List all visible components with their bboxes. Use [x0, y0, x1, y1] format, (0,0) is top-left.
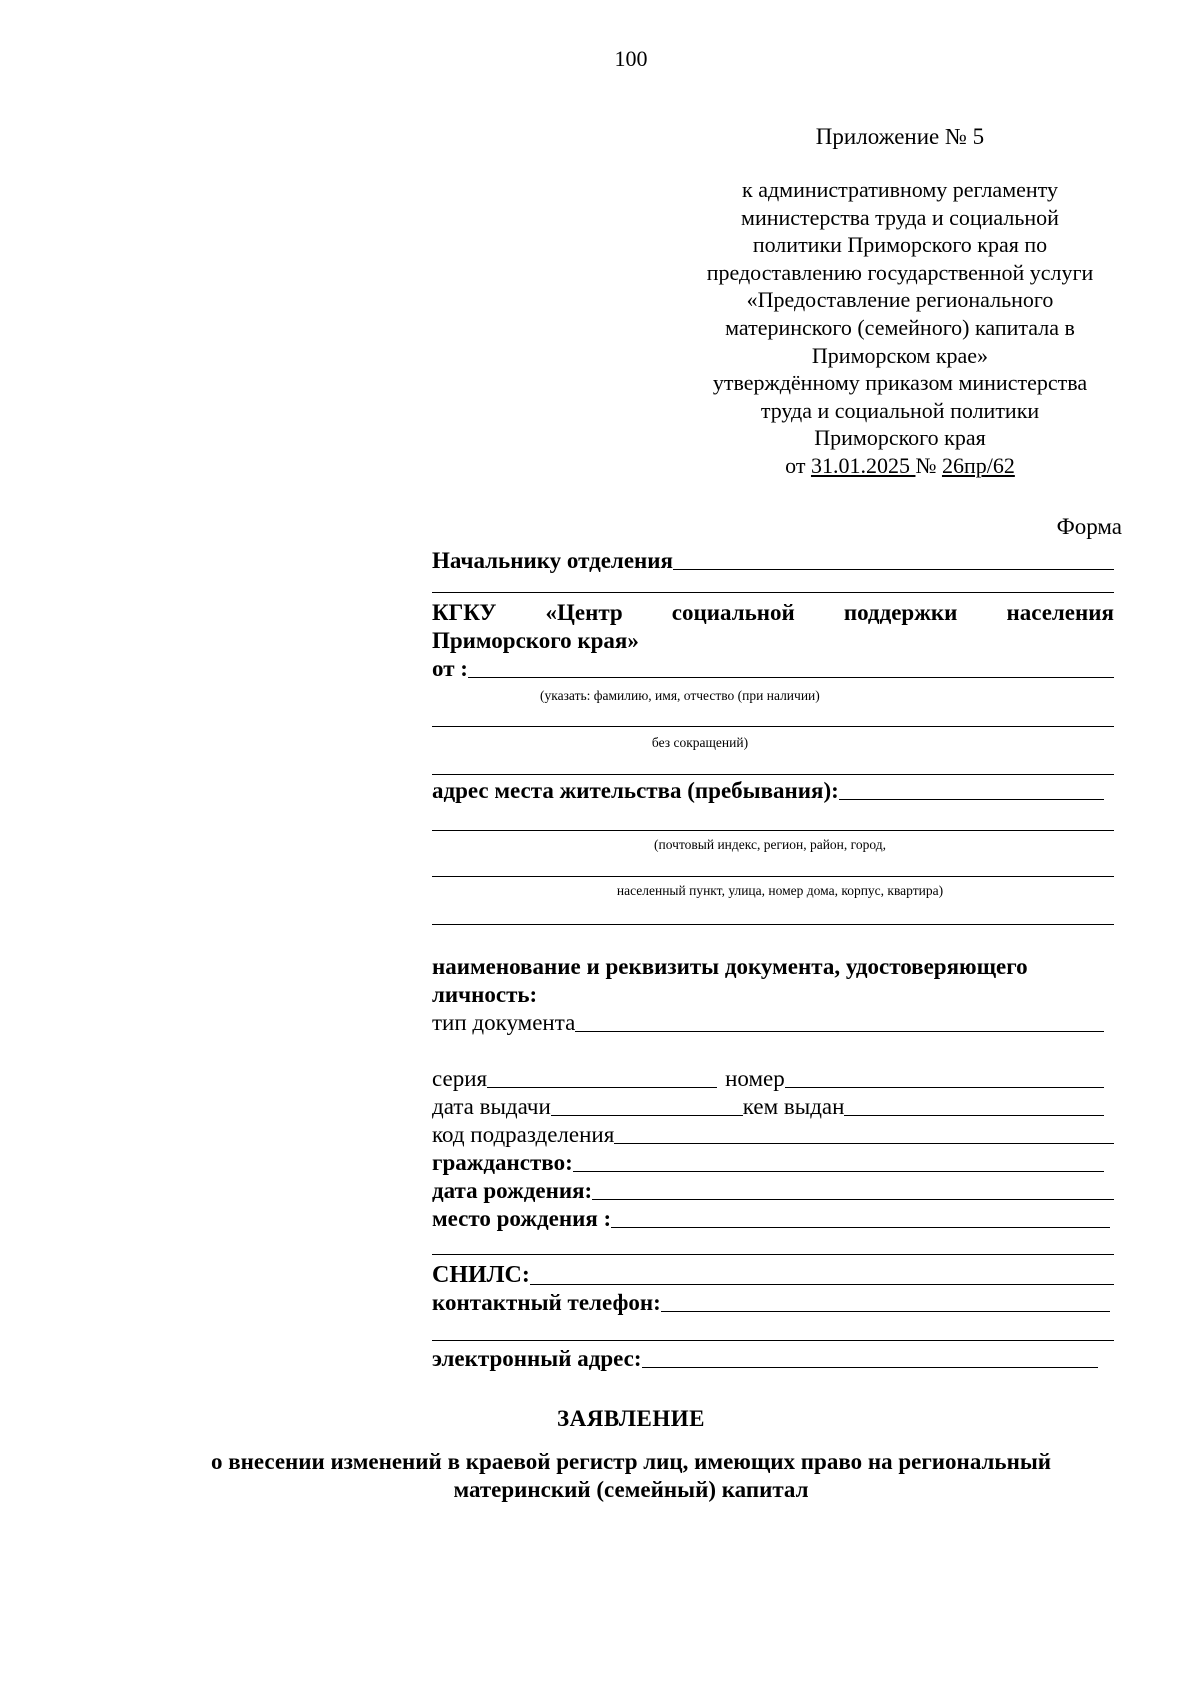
id-doc-label-line2: личность:	[432, 982, 538, 1007]
appendix-text	[660, 176, 1140, 480]
appendix-line: труда и социальной политики	[760, 397, 1040, 423]
from-blank-line[interactable]	[432, 726, 1114, 727]
from-input-line[interactable]	[468, 676, 1114, 678]
phone-blank-line[interactable]	[432, 1340, 1114, 1341]
appendix-order-line	[660, 452, 1140, 480]
statement-title: ЗАЯВЛЕНИЕ	[557, 1406, 705, 1431]
organization-line-2: Приморского края»	[432, 628, 639, 653]
head-of-department-input-line[interactable]	[673, 568, 1114, 570]
issue-date-field[interactable]	[432, 1094, 1104, 1120]
birth-date-field[interactable]	[432, 1178, 1114, 1204]
birth-place-input-line[interactable]	[611, 1226, 1110, 1228]
org-word: поддержки	[843, 600, 958, 625]
phone-field[interactable]	[432, 1290, 1110, 1316]
order-number-prefix: №	[915, 452, 942, 478]
citizenship-input-line[interactable]	[573, 1170, 1104, 1172]
appendix-line: «Предоставление регионального	[746, 287, 1054, 313]
id-doc-label-line1: наименование и реквизиты документа, удостоверяющего	[432, 954, 1028, 979]
order-date-prefix: от	[785, 452, 811, 478]
series-number-field[interactable]	[432, 1066, 1104, 1092]
org-word: «Центр	[545, 600, 623, 625]
address-note-2: населенный пункт, улица, номер дома, корпус, квартира)	[616, 883, 944, 898]
head-of-department-label: Начальнику отделения	[432, 548, 673, 573]
division-code-label: код подразделения	[432, 1122, 615, 1147]
appendix-line: Приморском крае»	[811, 342, 989, 368]
organization-line-1	[432, 600, 1114, 626]
snils-field[interactable]	[432, 1262, 1114, 1289]
snils-input-line[interactable]	[530, 1283, 1114, 1285]
birth-place-label: место рождения :	[432, 1206, 612, 1231]
snils-label: СНИЛС:	[432, 1262, 530, 1288]
from-blank-line-2[interactable]	[432, 774, 1114, 775]
from-label: от :	[432, 656, 468, 681]
org-word: КГКУ	[432, 600, 497, 625]
citizenship-field[interactable]	[432, 1150, 1104, 1176]
citizenship-label: гражданство:	[432, 1150, 573, 1175]
email-field[interactable]	[432, 1346, 1098, 1372]
phone-label: контактный телефон:	[432, 1290, 661, 1315]
statement-subtitle-line2: материнский (семейный) капитал	[453, 1477, 809, 1502]
appendix-line: к административному регламенту	[742, 177, 1058, 202]
form-label: Форма	[1056, 514, 1122, 539]
statement-subtitle-line1: о внесении изменений в краевой регистр лиц, имеющих право на региональный	[210, 1449, 1052, 1474]
division-code-input-line[interactable]	[614, 1142, 1114, 1144]
issue-date-label: дата выдачи	[432, 1094, 551, 1119]
org-word: социальной	[671, 600, 795, 625]
appendix-title: Приложение № 5	[815, 124, 985, 149]
from-field[interactable]	[432, 656, 1114, 682]
appendix-line: Приморского края	[814, 425, 986, 451]
issued-by-label: кем выдан	[742, 1094, 845, 1119]
appendix-line: материнского (семейного) капитала в	[725, 314, 1075, 340]
address-blank-line-2[interactable]	[432, 876, 1114, 877]
email-label: электронный адрес:	[432, 1346, 642, 1371]
series-label: серия	[432, 1066, 488, 1091]
address-label: адрес места жительства (пребывания):	[432, 778, 839, 803]
number-input-line[interactable]	[785, 1086, 1104, 1088]
doc-type-field[interactable]	[432, 1010, 1104, 1036]
phone-input-line[interactable]	[661, 1310, 1110, 1312]
doc-type-input-line[interactable]	[575, 1030, 1104, 1032]
address-note-1: (почтовый индекс, регион, район, город,	[654, 837, 886, 852]
statement-subtitle	[150, 1448, 1112, 1504]
order-date: 31.01.2025	[810, 452, 916, 478]
birth-place-blank-line[interactable]	[432, 1254, 1114, 1255]
appendix-line: предоставлению государственной услуги	[706, 259, 1094, 285]
head-of-department-field[interactable]	[432, 548, 1114, 574]
email-input-line[interactable]	[642, 1366, 1098, 1368]
address-blank-line[interactable]	[432, 830, 1114, 831]
issue-date-input-line[interactable]	[551, 1114, 743, 1116]
number-label: номер	[725, 1066, 785, 1091]
doc-type-label: тип документа	[432, 1010, 576, 1035]
issued-by-input-line[interactable]	[844, 1114, 1104, 1116]
address-blank-line-3[interactable]	[432, 924, 1114, 925]
order-number: 26пр/62	[941, 452, 1015, 478]
from-note-2: без сокращений)	[651, 735, 749, 750]
from-note: (указать: фамилию, имя, отчество (при наличии)	[540, 688, 820, 703]
birth-place-field[interactable]	[432, 1206, 1110, 1232]
page-number: 100	[614, 46, 648, 71]
appendix-line: утверждённому приказом министерства	[712, 370, 1088, 396]
birth-date-label: дата рождения:	[432, 1178, 593, 1203]
series-input-line[interactable]	[487, 1086, 717, 1088]
birth-date-input-line[interactable]	[592, 1198, 1114, 1200]
appendix-line: министерства труда и социальной	[741, 204, 1059, 230]
address-field[interactable]	[432, 778, 1104, 804]
address-input-line[interactable]	[839, 798, 1104, 800]
division-code-field[interactable]	[432, 1122, 1114, 1148]
org-word: населения	[1006, 600, 1114, 625]
department-blank-line[interactable]	[432, 592, 1114, 593]
appendix-line: политики Приморского края по	[752, 232, 1048, 258]
